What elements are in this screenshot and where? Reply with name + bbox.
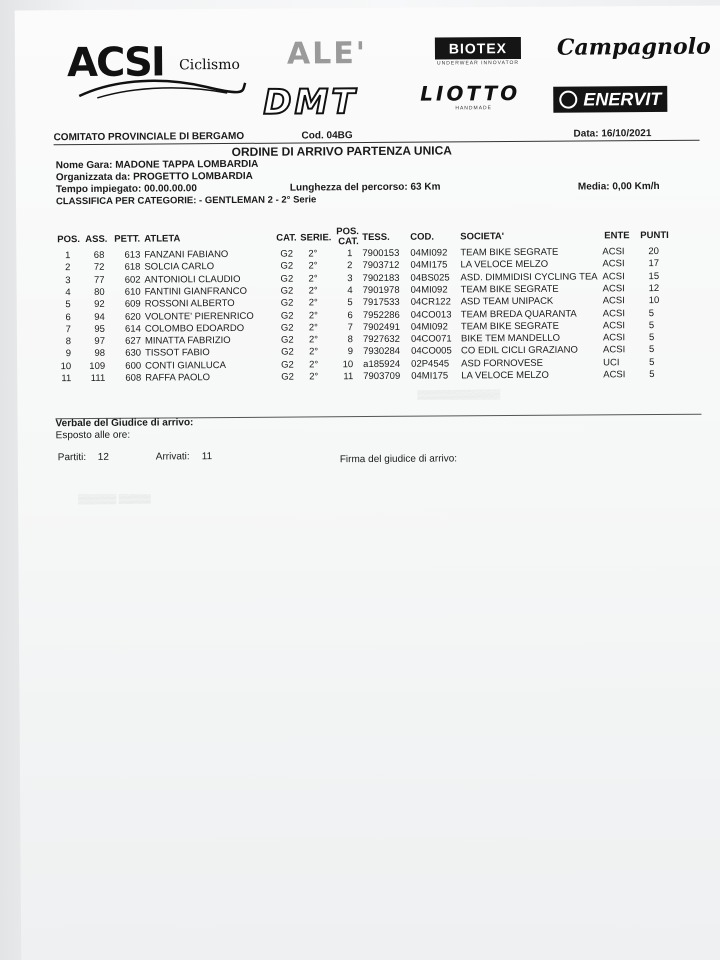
cell-atleta: FANZANI FABIANO (144, 248, 229, 261)
cell-ente: ACSI (602, 295, 625, 307)
cell-ass: 97 (94, 335, 106, 348)
cell-tess: 7903709 (363, 370, 401, 383)
cell-punti: 5 (649, 369, 655, 381)
enervit-logo (553, 86, 667, 113)
cell-societa: ASD. DIMMIDISI CYCLING TEA (460, 271, 598, 283)
col-punti: PUNTI (640, 229, 669, 242)
cell-ente: ACSI (603, 344, 626, 356)
page-title: ORDINE DI ARRIVO PARTENZA UNICA (231, 143, 452, 159)
cell-pett: 600 (125, 360, 142, 372)
cell-tess: 7902491 (362, 321, 400, 333)
bleed-through-mark: ▒▒▒▒▒▒ ▒▒▒▒▒ (78, 493, 151, 505)
col-serie: SERIE. (300, 232, 332, 244)
race-organizer: Organizzata da: PROGETTO LOMBARDIA (55, 170, 253, 184)
committee-code: Cod. 04BG (301, 130, 353, 142)
cell-tess: 7902183 (362, 272, 400, 284)
cell-societa: ASD TEAM UNIPACK (460, 295, 554, 308)
col-cat: CAT. (276, 232, 297, 244)
bleed-through-mark: ▒▒▒▒▒▒▒▒▒▒▒▒▒ (417, 389, 501, 400)
cell-pos: 8 (65, 336, 72, 348)
race-date: Data: 16/10/2021 (573, 128, 652, 140)
enervit-circle-icon (559, 91, 577, 109)
results-table (56, 226, 696, 385)
cell-pos-cat: 8 (347, 334, 354, 346)
cell-tess: 7900153 (362, 247, 400, 260)
cell-atleta: FANTINI GIANFRANCO (144, 285, 248, 298)
cell-ente: ACSI (602, 270, 625, 282)
cell-cod: 04MI092 (410, 284, 448, 296)
cell-serie: 2° (308, 322, 319, 334)
col-ente: ENTE (604, 230, 630, 242)
cell-tess: 7901978 (362, 284, 400, 296)
cell-pos: 10 (60, 360, 72, 372)
cell-tess: 7917533 (362, 296, 400, 309)
cell-punti: 5 (648, 307, 655, 319)
cell-punti: 15 (648, 270, 660, 282)
cell-ass: 98 (94, 348, 106, 360)
cell-cod: 04CR122 (410, 296, 451, 308)
cell-ente: ACSI (602, 283, 625, 295)
race-name: Nome Gara: MADONE TAPPA LOMBARDIA (55, 158, 259, 172)
cell-pos-cat: 6 (347, 309, 353, 321)
acsi-logo-text: ACSI (66, 39, 164, 87)
acsi-logo-subtitle: Ciclismo (178, 56, 240, 74)
race-time: Tempo impiegato: 00.00.00.00 (55, 183, 197, 196)
cell-punti: 10 (648, 295, 660, 307)
col-societa: SOCIETA' (460, 231, 505, 243)
col-pos: POS. (57, 234, 80, 246)
cell-ass: 94 (94, 311, 105, 323)
cell-pos: 6 (65, 311, 71, 323)
cell-pett: 630 (125, 347, 142, 360)
ale-logo: ALE' (286, 36, 368, 72)
cell-cat: G2 (280, 310, 294, 322)
cell-cat: G2 (280, 260, 294, 272)
classification: CLASSIFICA PER CATEGORIE: - GENTLEMAN 2 - 2° Serie (55, 194, 317, 208)
biotex-logo: BIOTEX (435, 37, 521, 60)
cell-atleta: COLOMBO EDOARDO (144, 322, 245, 335)
col-atleta: ATLETA (144, 233, 181, 245)
cell-cod: 04MI092 (410, 321, 448, 333)
cell-punti: 5 (649, 356, 655, 368)
results-sheet (15, 6, 720, 960)
cell-ass: 72 (93, 262, 105, 274)
cell-cod: 02P4545 (411, 358, 450, 370)
cell-pos: 4 (65, 286, 71, 299)
cell-pos-cat: 3 (347, 272, 353, 284)
cell-societa: LA VELOCE MELZO (461, 369, 549, 382)
col-cod: COD. (410, 231, 435, 243)
cell-cod: 04CO005 (411, 345, 452, 358)
cell-ass: 109 (89, 360, 106, 372)
cell-pos: 7 (65, 323, 71, 335)
cell-cat: G2 (280, 248, 294, 260)
cell-serie: 2° (308, 297, 318, 309)
cell-pett: 620 (124, 311, 141, 323)
cell-pos-cat: 10 (342, 358, 354, 370)
cell-tess: 7930284 (363, 346, 401, 358)
cell-cod: 04MI175 (410, 259, 448, 272)
cell-societa: TEAM BIKE SEGRATE (460, 283, 559, 296)
cell-societa: TEAM BIKE SEGRATE (460, 320, 559, 333)
cell-cod: 04BS025 (410, 272, 450, 284)
biotex-logo-subtitle: UNDERWEAR INNOVATOR (437, 59, 520, 67)
cell-cat: G2 (281, 371, 294, 383)
cell-ass: 77 (93, 274, 105, 286)
cell-serie: 2° (309, 346, 319, 358)
cell-pett: 613 (124, 249, 141, 261)
cell-punti: 5 (648, 319, 655, 331)
cell-pos-cat: 2 (347, 260, 353, 272)
cell-tess: 7927632 (362, 333, 400, 346)
arrivati-value: 11 (201, 451, 213, 463)
cell-atleta: TISSOT FABIO (145, 347, 210, 359)
cell-pos: 11 (61, 373, 72, 385)
cell-ente: ACSI (602, 307, 626, 319)
committee-name: COMITATO PROVINCIALE DI BERGAMO (53, 130, 245, 144)
cell-ente: ACSI (602, 258, 625, 270)
cell-serie: 2° (308, 260, 318, 272)
cell-cat: G2 (280, 322, 294, 334)
cell-cat: G2 (280, 273, 294, 285)
col-ass: ASS. (85, 233, 108, 245)
cell-pos-cat: 5 (347, 297, 353, 309)
cell-ass: 95 (94, 323, 105, 335)
cell-serie: 2° (308, 334, 319, 346)
liotto-logo: LIOTTO (420, 80, 521, 106)
cell-tess: 7952286 (362, 309, 400, 321)
cell-atleta: MINATTA FABRIZIO (144, 335, 231, 347)
cell-atleta: ROSSONI ALBERTO (144, 298, 235, 310)
col-pett: PETT. (114, 233, 141, 245)
cell-pos-cat: 9 (347, 346, 354, 358)
cell-societa: TEAM BIKE SEGRATE (460, 246, 559, 259)
cell-cat: G2 (280, 334, 294, 346)
dmt-logo: DMT (263, 82, 358, 123)
arrivati-label: Arrivati: (155, 451, 190, 463)
cell-cat: G2 (281, 346, 294, 359)
cell-cat: G2 (280, 297, 294, 309)
enervit-logo-text: ENERVIT (583, 88, 662, 110)
esposto-label: Esposto alle ore: (55, 429, 131, 442)
cell-ente: ACSI (602, 332, 626, 344)
campagnolo-logo: Campagnolo (556, 33, 711, 61)
race-average: Media: 0,00 Km/h (577, 180, 660, 193)
cell-ass: 68 (93, 249, 105, 261)
cell-societa: LA VELOCE MELZO (460, 259, 549, 271)
cell-cod: 04MI092 (410, 247, 448, 259)
cell-societa: CO EDIL CICLI GRAZIANO (461, 344, 578, 357)
firma-label: Firma del giudice di arrivo: (339, 453, 458, 466)
cell-societa: ASD FORNOVESE (461, 357, 543, 370)
cell-pos-cat: 11 (343, 371, 354, 383)
cell-punti: 20 (648, 245, 659, 258)
cell-pett: 614 (124, 323, 141, 335)
cell-atleta: VOLONTE' PIERENRICO (144, 310, 254, 323)
verbale-label: Verbale del Giudice di arrivo: (55, 417, 194, 430)
cell-pos-cat: 4 (347, 285, 353, 297)
cell-serie: 2° (308, 272, 318, 285)
col-tess: TESS. (362, 231, 390, 244)
cell-pos-cat: 1 (347, 248, 353, 260)
acsi-swoosh-icon (77, 73, 247, 100)
cell-ente: UCI (603, 356, 620, 369)
cell-ente: ACSI (602, 246, 625, 258)
cell-punti: 12 (648, 282, 660, 294)
cell-serie: 2° (309, 371, 319, 383)
cell-cod: 04CO013 (410, 308, 452, 321)
race-length: Lunghezza del percorso: 63 Km (289, 181, 441, 194)
col-pos-cat-bottom: CAT. (338, 236, 359, 248)
cell-tess: 7903712 (362, 260, 400, 272)
cell-atleta: RAFFA PAOLO (145, 372, 211, 384)
cell-atleta: ANTONIOLI CLAUDIO (144, 273, 241, 286)
cell-punti: 5 (649, 344, 655, 356)
cell-pett: 608 (125, 372, 142, 384)
cell-serie: 2° (308, 285, 318, 297)
cell-atleta: SOLCIA CARLO (144, 261, 215, 273)
cell-serie: 2° (308, 248, 318, 260)
cell-ente: ACSI (603, 369, 626, 381)
cell-cod: 04CO071 (410, 333, 452, 345)
cell-societa: TEAM BREDA QUARANTA (460, 308, 577, 320)
cell-pett: 610 (124, 286, 141, 298)
partiti-value: 12 (97, 451, 109, 463)
cell-serie: 2° (309, 359, 319, 371)
cell-pett: 602 (124, 274, 141, 286)
liotto-logo-subtitle: HANDMADE (455, 105, 492, 112)
partiti-label: Partiti: (57, 451, 87, 464)
cell-ass: 80 (94, 286, 105, 298)
acsi-logo (67, 39, 247, 100)
cell-punti: 17 (648, 258, 660, 270)
col-pos-cat-top: POS. (336, 226, 359, 238)
cell-serie: 2° (308, 309, 318, 321)
cell-pett: 627 (125, 335, 142, 347)
cell-pett: 609 (124, 298, 141, 310)
cell-pos: 9 (65, 348, 72, 360)
cell-atleta: CONTI GIANLUCA (145, 359, 226, 372)
cell-ass: 92 (94, 299, 105, 311)
cell-ass: 111 (90, 372, 106, 384)
cell-pett: 618 (124, 261, 141, 274)
cell-tess: a185924 (363, 358, 401, 370)
cell-ente: ACSI (602, 320, 626, 332)
cell-societa: BIKE TEM MANDELLO (460, 332, 561, 345)
cell-pos: 2 (65, 262, 71, 274)
cell-pos: 1 (65, 250, 71, 262)
cell-punti: 5 (648, 332, 655, 344)
cell-pos: 3 (65, 274, 71, 286)
cell-cat: G2 (280, 285, 294, 297)
cell-cod: 04MI175 (411, 370, 449, 382)
cell-pos-cat: 7 (347, 321, 353, 333)
cell-pos: 5 (65, 299, 71, 311)
cell-cat: G2 (281, 359, 294, 371)
